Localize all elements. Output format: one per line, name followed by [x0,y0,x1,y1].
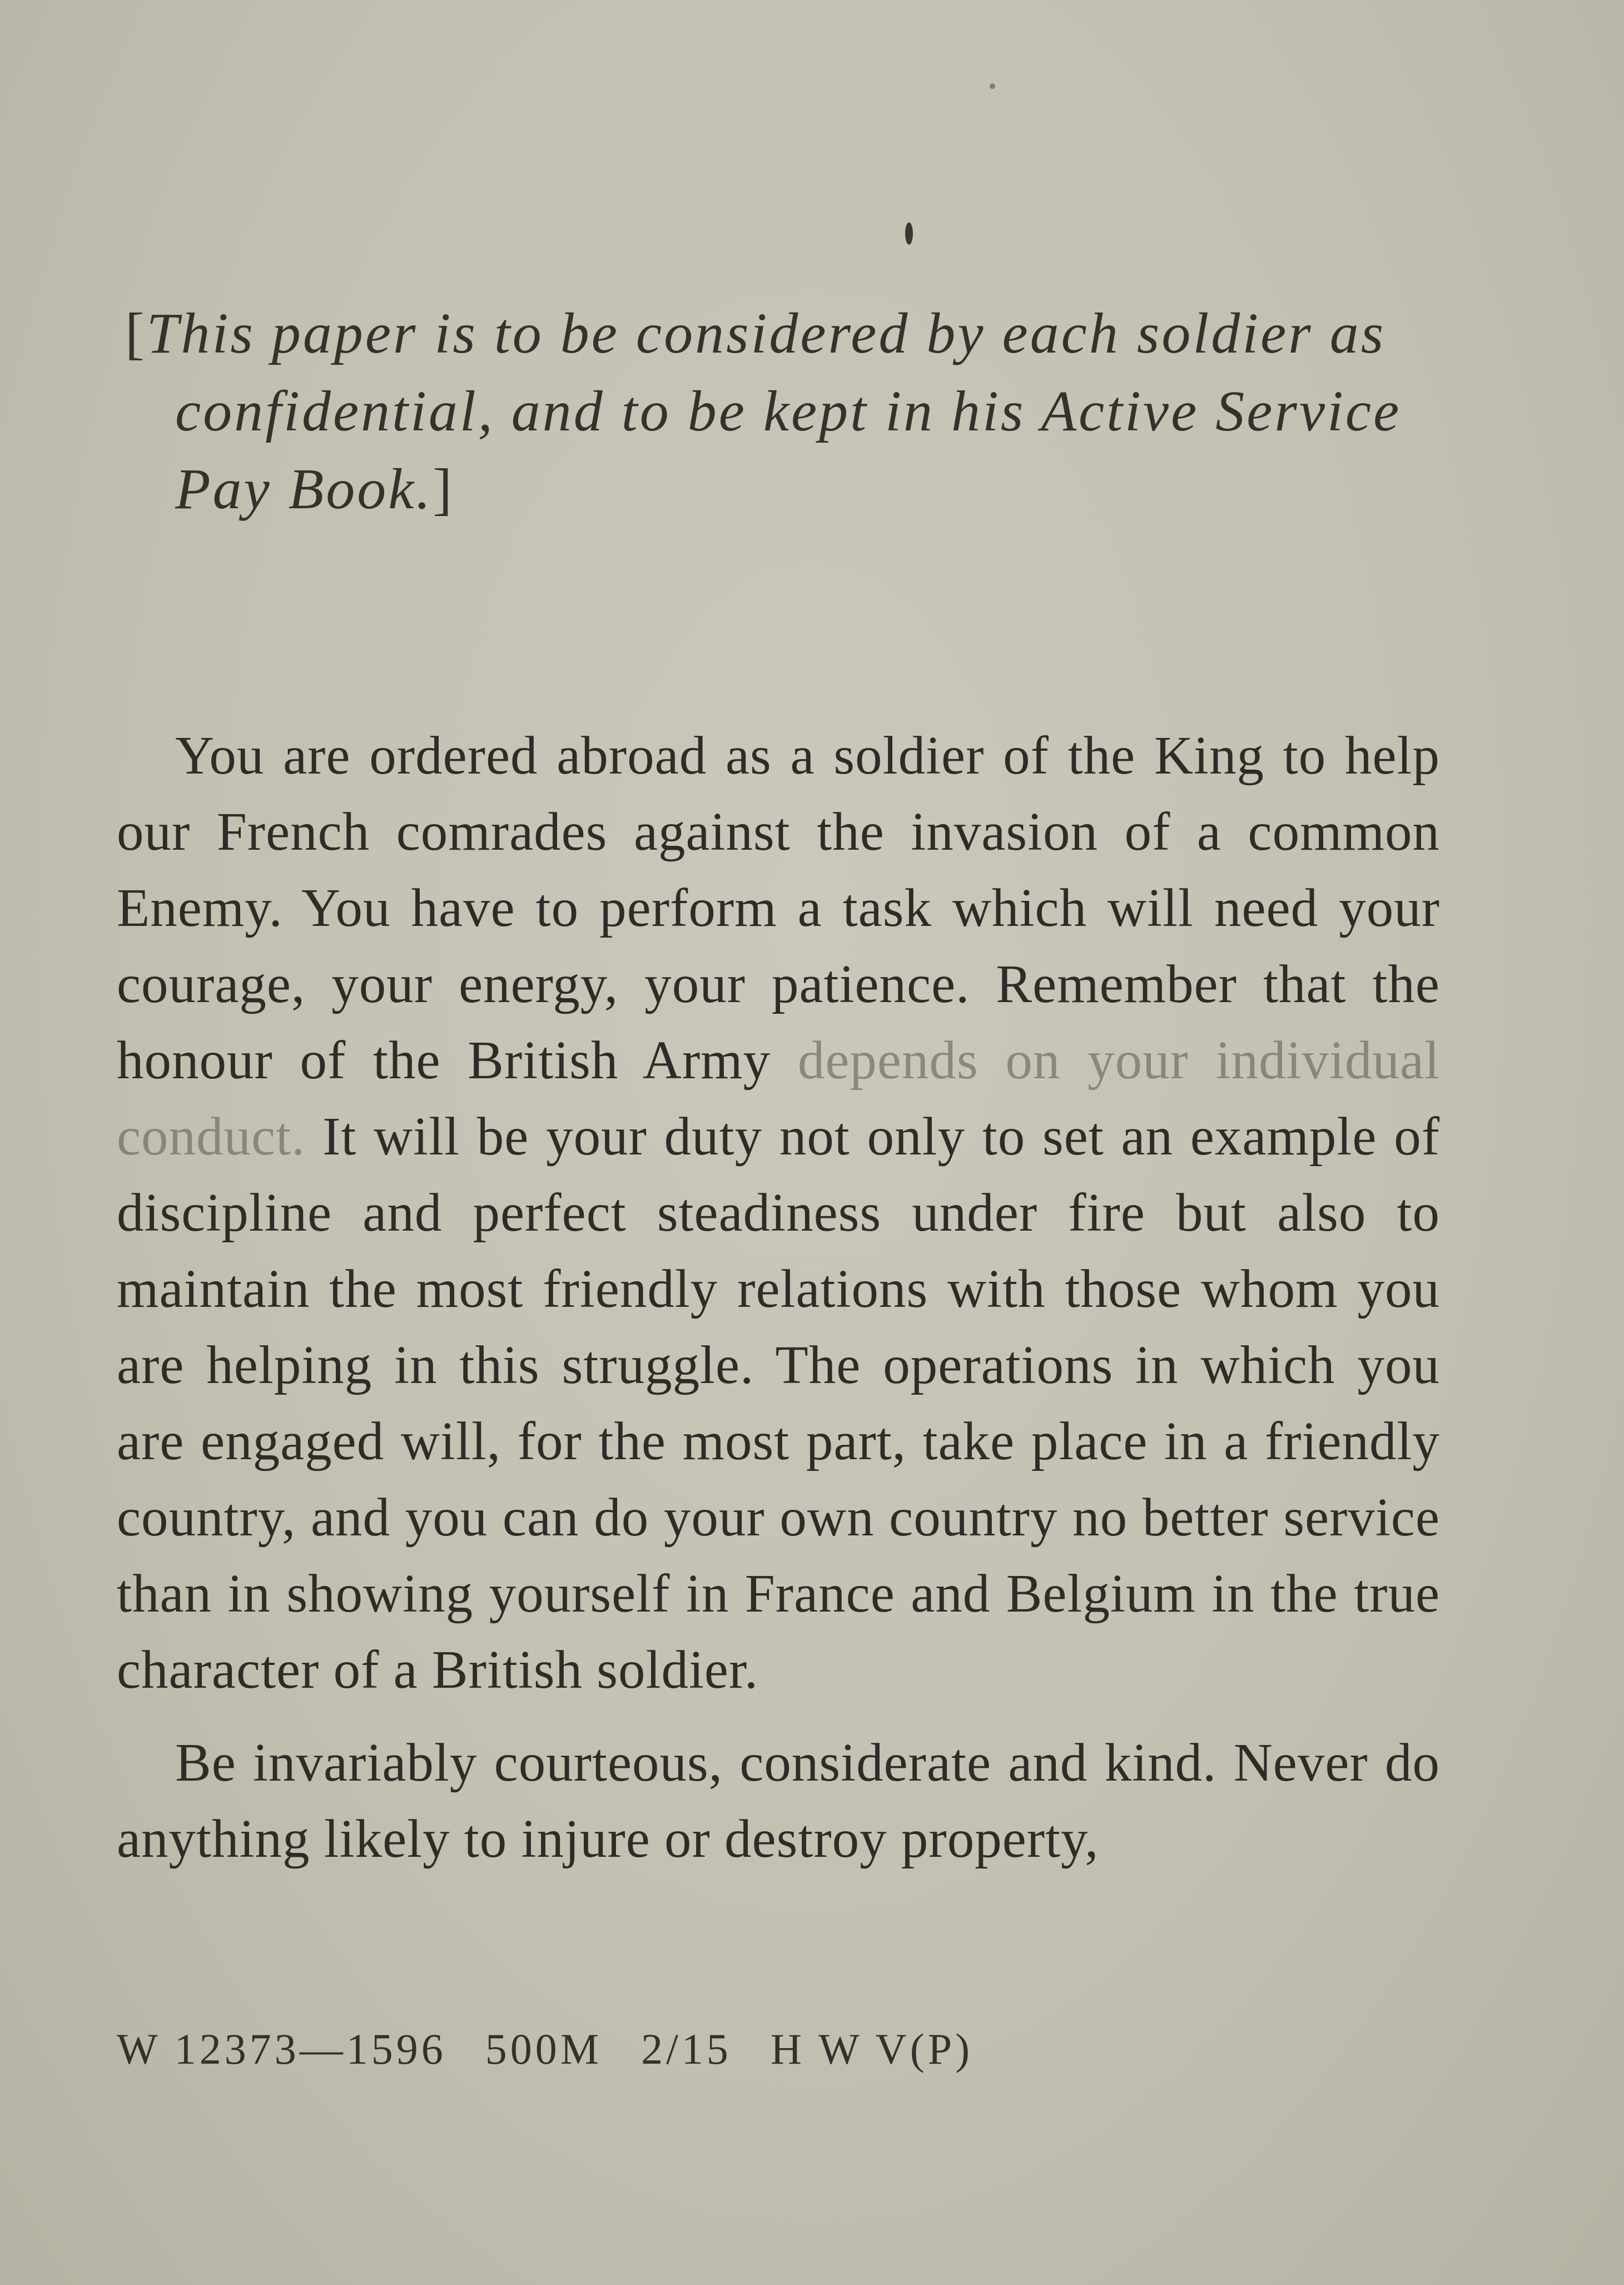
notice-line-3: Pay Book. [175,457,433,521]
notice-line-1: This paper is to be considered by each soldier as [146,301,1386,365]
ink-speck [990,83,995,89]
confidential-notice [125,295,1471,528]
imprint-quantity: 500M [485,2025,603,2073]
blotted-text: depends on your individual conduct. [117,1030,1441,1166]
message-body [117,717,1440,1877]
ink-speck [905,222,913,245]
paragraph-1-end: It will be your duty not only to set an example of discipline and perfect steadiness under fire but also to maintain the most friendly relations with those whom you are helping in this struggle. The operations in which you are engaged will, for the most part, take place in a friendly country, and you can do your own country no better service than in showing yourself in France and Belgium in the true character of a British soldier. [117,1107,1441,1699]
notice-line-2: confidential, and to be kept in his Active Service [175,379,1402,443]
paragraph-1-start: You are ordered abroad as a soldier of the King to help our French comrades against the invasion of a common Enemy. You have to perform a task which will need your courage, your energy, your patience. Remember that the honour of the British Army [117,726,1440,1090]
printer-imprint [117,2024,1012,2074]
imprint-printer: H W V(P) [770,2025,974,2073]
paragraph-2: Be invariably courteous, considerate and kind. Never do anything likely to injure or destroy property, [117,1733,1440,1868]
imprint-reference: W 12373—1596 [117,2025,446,2073]
open-bracket: [ [125,301,147,365]
close-bracket: ] [433,457,455,521]
imprint-date: 2/15 [641,2025,732,2073]
paragraph-1 [117,717,1440,1708]
